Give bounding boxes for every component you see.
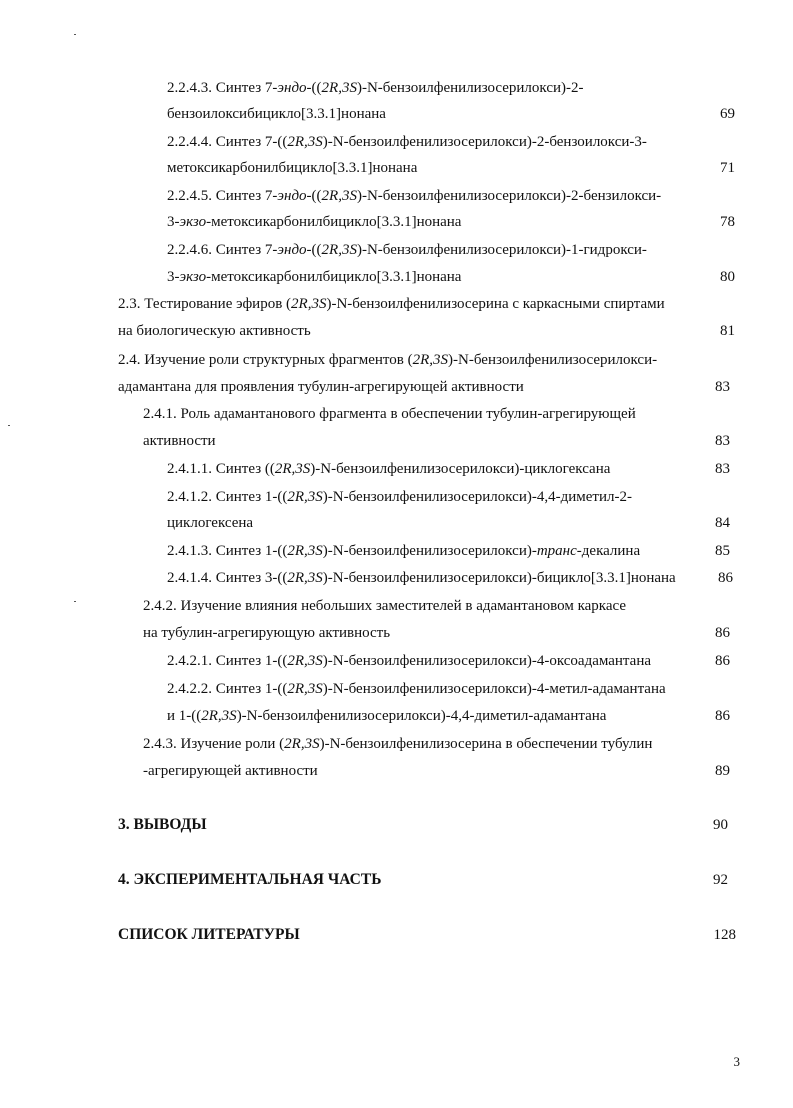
toc-page-number: 86 <box>718 570 733 586</box>
toc-page-number: 83 <box>715 433 730 449</box>
toc-line: 2.4.1. Роль адамантанового фрагмента в обеспечении тубулин-агрегирующей <box>143 406 636 422</box>
scan-speck <box>8 425 10 426</box>
toc-line: 2.4.1.3. Синтез 1-((2R,3S)-N-бензоилфенилизосерилокси)-транс-декалина <box>167 543 641 559</box>
toc-line: и 1-((2R,3S)-N-бензоилфенилизосерилокси)-4,4-диметил-адамантана <box>167 708 607 724</box>
toc-line: на биологическую активность <box>118 323 311 339</box>
toc-line: -агрегирующей активности <box>143 763 318 779</box>
toc-page-number: 85 <box>715 543 730 559</box>
toc-line: активности <box>143 433 216 449</box>
toc-line: 2.3. Тестирование эфиров (2R,3S)-N-бензоилфенилизосерина с каркасными спиртами <box>118 296 665 312</box>
section-title: 4. ЭКСПЕРИМЕНТАЛЬНАЯ ЧАСТЬ <box>118 871 382 888</box>
toc-line: 2.2.4.3. Синтез 7-эндо-((2R,3S)-N-бензоилфенилизосерилокси)-2- <box>167 80 584 96</box>
toc-page-number: 69 <box>720 106 735 122</box>
toc-line: циклогексена <box>167 515 254 531</box>
toc-page-number: 89 <box>715 763 730 779</box>
toc-line: 2.4.1.1. Синтез ((2R,3S)-N-бензоилфенилизосерилокси)-циклогексана <box>167 461 611 477</box>
page-number: 3 <box>733 1054 740 1069</box>
toc-line: 3-экзо-метоксикарбонилбицикло[3.3.1]нонана <box>167 214 462 230</box>
toc-line: 2.4.2.1. Синтез 1-((2R,3S)-N-бензоилфенилизосерилокси)-4-оксоадамантана <box>167 653 652 669</box>
toc-line: 3-экзо-метоксикарбонилбицикло[3.3.1]нонана <box>167 269 462 285</box>
section-page-number: 90 <box>713 817 728 833</box>
toc-line: метоксикарбонилбицикло[3.3.1]нонана <box>167 160 418 176</box>
toc-page-number: 86 <box>715 653 730 669</box>
toc-line: бензоилоксибицикло[3.3.1]нонана <box>167 106 386 122</box>
toc-line: 2.4.2.2. Синтез 1-((2R,3S)-N-бензоилфенилизосерилокси)-4-метил-адамантана <box>167 681 666 697</box>
toc-line: 2.4.1.2. Синтез 1-((2R,3S)-N-бензоилфенилизосерилокси)-4,4-диметил-2- <box>167 489 632 505</box>
toc-page-number: 71 <box>720 160 735 176</box>
section-title: 3. ВЫВОДЫ <box>118 816 207 833</box>
toc-page-number: 84 <box>715 515 730 531</box>
toc-page-number: 83 <box>715 379 730 395</box>
toc-page-number: 81 <box>720 323 735 339</box>
toc-line: 2.4.2. Изучение влияния небольших заместителей в адамантановом каркасе <box>143 598 627 614</box>
toc-line: 2.4. Изучение роли структурных фрагментов (2R,3S)-N-бензоилфенилизосерилокси- <box>118 352 658 368</box>
toc-line: 2.4.1.4. Синтез 3-((2R,3S)-N-бензоилфенилизосерилокси)-бицикло[3.3.1]нонана <box>167 570 676 586</box>
section-page-number: 128 <box>713 927 736 943</box>
toc-page-number: 80 <box>720 269 735 285</box>
toc-page-number: 78 <box>720 214 735 230</box>
toc-page-number: 83 <box>715 461 730 477</box>
toc-line: 2.4.3. Изучение роли (2R,3S)-N-бензоилфенилизосерина в обеспечении тубулин <box>143 736 653 752</box>
scan-speck <box>74 601 76 602</box>
toc-line: 2.2.4.6. Синтез 7-эндо-((2R,3S)-N-бензоилфенилизосерилокси)-1-гидрокси- <box>167 242 647 258</box>
toc-line: адамантана для проявления тубулин-агрегирующей активности <box>118 379 524 395</box>
section-page-number: 92 <box>713 872 728 888</box>
toc-line: на тубулин-агрегирующую активность <box>143 625 391 641</box>
toc-line: 2.2.4.5. Синтез 7-эндо-((2R,3S)-N-бензоилфенилизосерилокси)-2-бензилокси- <box>167 188 662 204</box>
toc-line: 2.2.4.4. Синтез 7-((2R,3S)-N-бензоилфенилизосерилокси)-2-бензоилокси-3- <box>167 134 647 150</box>
section-title: СПИСОК ЛИТЕРАТУРЫ <box>118 926 300 943</box>
toc-page-number: 86 <box>715 625 730 641</box>
toc-page-number: 86 <box>715 708 730 724</box>
scan-speck <box>74 34 76 35</box>
